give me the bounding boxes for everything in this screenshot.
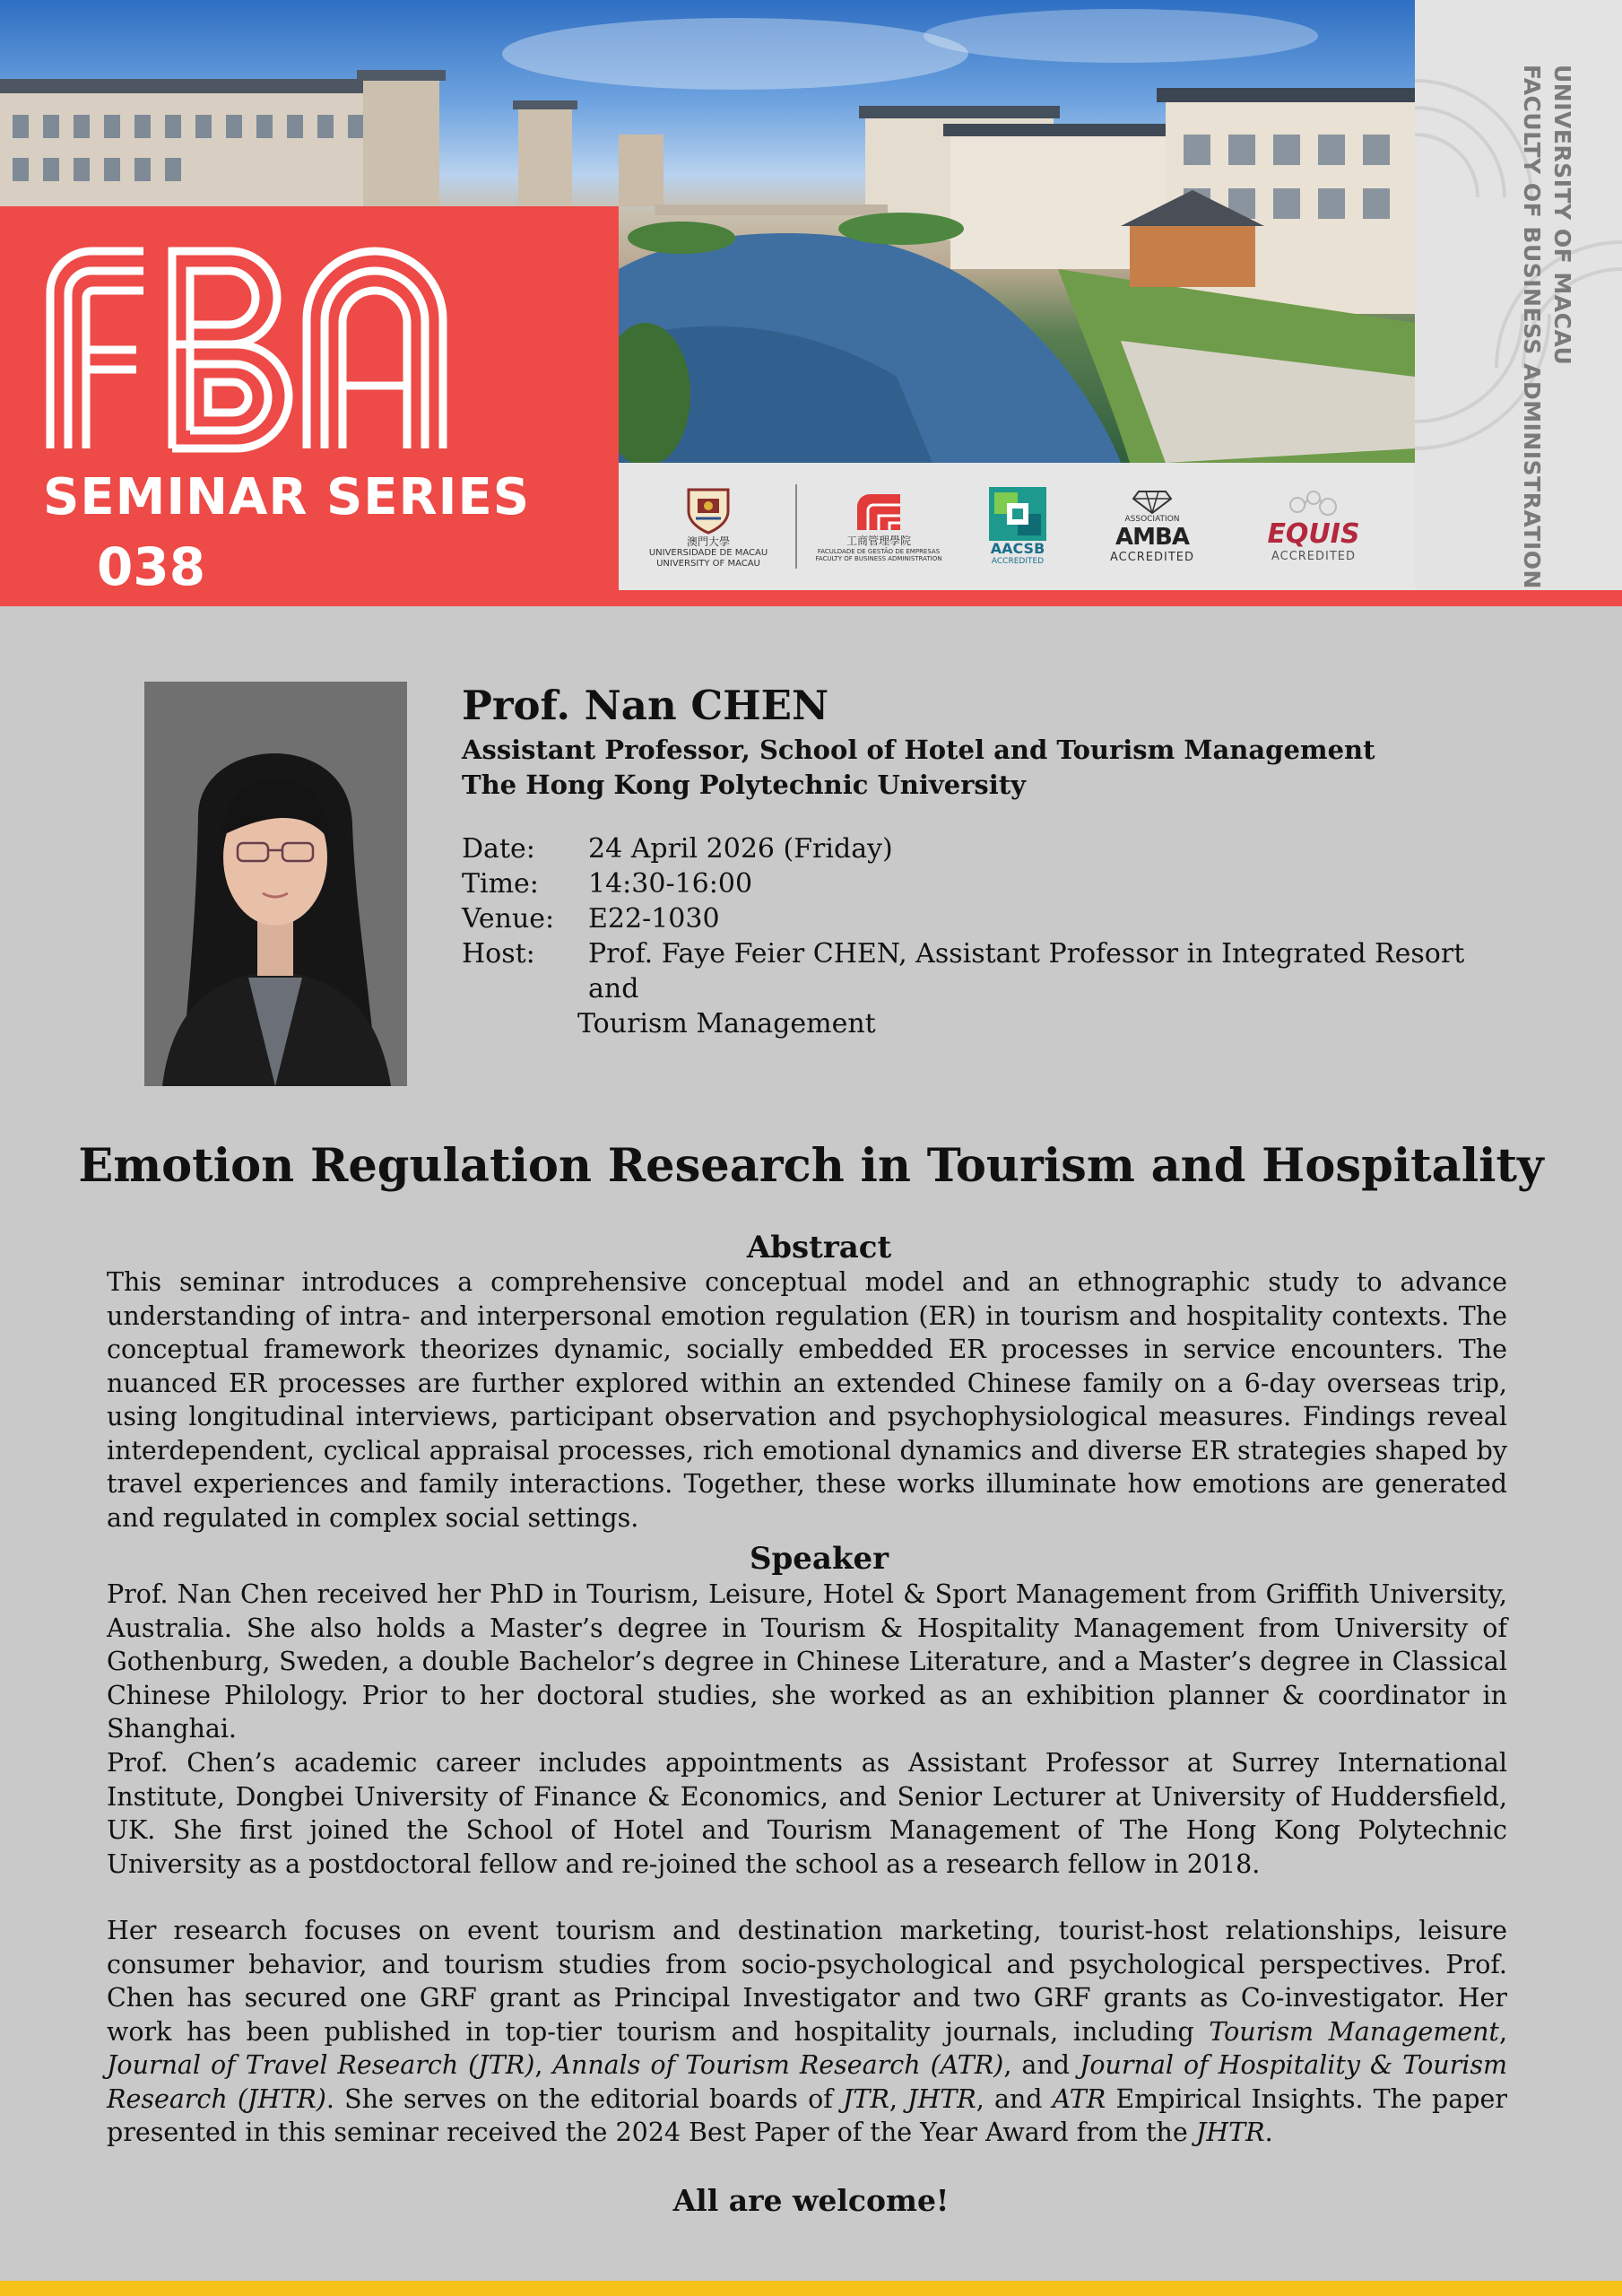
abstract-text: This seminar introduces a comprehensive conceptual model and an ethnographic study to advance understanding of intra- and interpersonal emotion regulation (ER) in tourism and hospitality contexts. The conceptual framework theorizes dynamic, socially embedded ER processes in service encounters. The nuanced ER processes are further explored within an extended Chinese family on a 6-day overseas trip, using longitudinal interviews, participant observation and psychophysiological measures. Findings reveal interdependent, cyclical appraisal processes, rich emotional dynamics and diverse ER strategies shaped by travel experiences and family interactions. Together, these works illuminate how emotions are generated and regulated in complex social settings. xyxy=(107,1267,1507,1533)
aacsb-icon xyxy=(989,487,1046,541)
accreditation-logos-bar xyxy=(619,463,1415,590)
journal-abbrev: JHTR xyxy=(1195,2118,1265,2147)
um-chinese-name: 澳門大學 xyxy=(686,535,730,548)
equis-name: EQUIS xyxy=(1267,518,1360,551)
date-label: Date: xyxy=(462,833,535,865)
abstract-heading: Abstract xyxy=(746,1230,892,1265)
host-row xyxy=(462,936,1502,1006)
speaker-title: Assistant Professor, School of Hotel and Tourism Management xyxy=(462,735,1375,765)
university-of-macau-logo xyxy=(648,463,768,590)
time-value: 14:30-16:00 xyxy=(588,868,753,900)
journal-title: Tourism Management xyxy=(1209,2016,1499,2047)
fba-portuguese-name: FACULDADE DE GESTÃO DE EMPRESAS xyxy=(817,547,941,555)
seminar-banner xyxy=(0,0,1622,606)
speaker-bio-paragraph: Her research focuses on event tourism and destination marketing, tourist-host relationships, leisure consumer behavior, and tourism studies from socio-psychological and psychological perspectives. Prof. Chen has secured one GRF grant as Principal Investigator and two GRF grants as Co-investigator. Her work has been published in top-tier tourism and hospitality journals, including Tourism Management, Journal of Travel Research (JTR), Annals of Tourism Research (ATR), and Journal of Hospitality & Tourism Research (JHTR). She serves on the editorial boards of JTR, JHTR, and ATR Empirical Insights. The paper presented in this seminar received the 2024 Best Paper of the Year Award from the JHTR. xyxy=(107,1916,1507,2147)
amba-status: ACCREDITED xyxy=(1109,550,1195,564)
speaker-heading: Speaker xyxy=(749,1541,889,1577)
date-row xyxy=(462,831,1502,866)
host-label: Host: xyxy=(462,938,535,970)
aacsb-logo xyxy=(977,463,1058,590)
host-value-continued: Tourism Management xyxy=(577,1008,876,1039)
seminar-title: Emotion Regulation Research in Tourism and Hospitality xyxy=(78,1139,1544,1193)
seminar-series-number: 038 xyxy=(97,536,206,597)
time-label: Time: xyxy=(462,868,539,900)
journal-abbrev: JTR xyxy=(842,2083,889,2114)
aacsb-status: ACCREDITED xyxy=(991,557,1045,567)
journal-title: Journal of Travel Research (JTR) xyxy=(107,2050,535,2080)
equis-icon xyxy=(1287,489,1340,519)
fba-chinese-name: 工商管理學院 xyxy=(846,535,911,548)
amba-logo xyxy=(1089,463,1215,590)
host-value: Prof. Faye Feier CHEN, Assistant Professor in Integrated Resort and xyxy=(588,938,1465,1004)
venue-label: Venue: xyxy=(462,903,555,935)
host-row-continued xyxy=(462,1006,1502,1041)
amba-prefix: ASSOCIATION xyxy=(1124,515,1180,525)
speaker-photo-icon xyxy=(144,682,407,1086)
closing-message: All are welcome! xyxy=(672,2183,950,2218)
faculty-of-business-administration-icon xyxy=(854,491,904,532)
event-details xyxy=(462,831,1502,1041)
journal-abbrev: ATR xyxy=(1052,2083,1106,2114)
seminar-series-label: SEMINAR SERIES xyxy=(43,468,531,526)
aacsb-name: AACSB xyxy=(990,539,1045,557)
bio-text: Empirical Insights. The paper presented in this seminar received the 2024 Best Paper of the Year Award from the xyxy=(107,2083,1507,2147)
university-name-vertical xyxy=(1509,65,1581,589)
fba-english-name: FACULTY OF BUSINESS ADMINISTRATION xyxy=(815,554,942,562)
venue-value: E22-1030 xyxy=(588,903,720,935)
amba-icon xyxy=(1132,488,1173,515)
fba-logo-icon xyxy=(38,239,450,454)
university-name: UNIVERSITY OF MACAU xyxy=(1549,65,1575,366)
speaker-bio-paragraph: Prof. Chen’s academic career includes appointments as Assistant Professor at Surrey International Institute, Dongbei University of Finance & Economics, and Senior Lecturer at University of Huddersfield, UK. She first joined the School of Hotel and Tourism Management of The Hong Kong Polytechnic University as a postdoctoral fellow and re-joined the school as a research fellow in 2018. xyxy=(107,1748,1507,1879)
university-of-macau-crest-icon xyxy=(683,484,733,536)
logo-divider xyxy=(795,484,797,569)
speaker-profile xyxy=(462,679,1502,1041)
time-row xyxy=(462,866,1502,901)
footer-accent-strip xyxy=(0,2281,1622,2296)
um-english-name: UNIVERSITY OF MACAU xyxy=(656,558,760,569)
um-portuguese-name: UNIVERSIDADE DE MACAU xyxy=(648,548,768,559)
banner-accent-strip xyxy=(619,590,1622,606)
date-value: 24 April 2026 (Friday) xyxy=(588,833,893,865)
journal-abbrev: JHTR xyxy=(907,2083,976,2114)
equis-status: ACCREDITED xyxy=(1271,549,1357,563)
faculty-name: FACULTY OF BUSINESS ADMINISTRATION xyxy=(1519,65,1545,589)
bio-text: Her research focuses on event tourism and destination marketing, tourist-host relationships, leisure consumer behavior, and tourism studies from socio-psychological and psychological perspectives. Prof. Chen has secured one GRF grant as Principal Investigator and two GRF grants as Co-investigator. Her work has been published in top-tier tourism and hospitality journals, including xyxy=(107,1916,1507,2047)
speaker-name: Prof. Nan CHEN xyxy=(462,682,829,729)
bio-text: . She serves on the editorial boards of xyxy=(325,2083,843,2114)
speaker-portrait xyxy=(144,682,407,1086)
amba-name: AMBA xyxy=(1115,523,1189,551)
journal-title: Journal of Hospitality & Tourism Research (JHTR) xyxy=(107,2050,1507,2114)
faculty-logo xyxy=(811,463,946,590)
speaker-bio-paragraph: Prof. Nan Chen received her PhD in Tourism, Leisure, Hotel & Sport Management from Griffith University, Australia. She also holds a Master’s degree in Tourism & Hospitality Management from University of Gothenburg, Sweden, a double Bachelor’s degree in Chinese Literature, and a Master’s degree in Classical Chinese Philology. Prior to her doctoral studies, she worked as an exhibition planner & coordinator in Shanghai. xyxy=(107,1579,1507,1744)
journal-title: Annals of Tourism Research (ATR) xyxy=(552,2050,1004,2080)
speaker-institution: The Hong Kong Polytechnic University xyxy=(462,770,1027,800)
venue-row xyxy=(462,901,1502,936)
equis-logo xyxy=(1246,463,1381,590)
